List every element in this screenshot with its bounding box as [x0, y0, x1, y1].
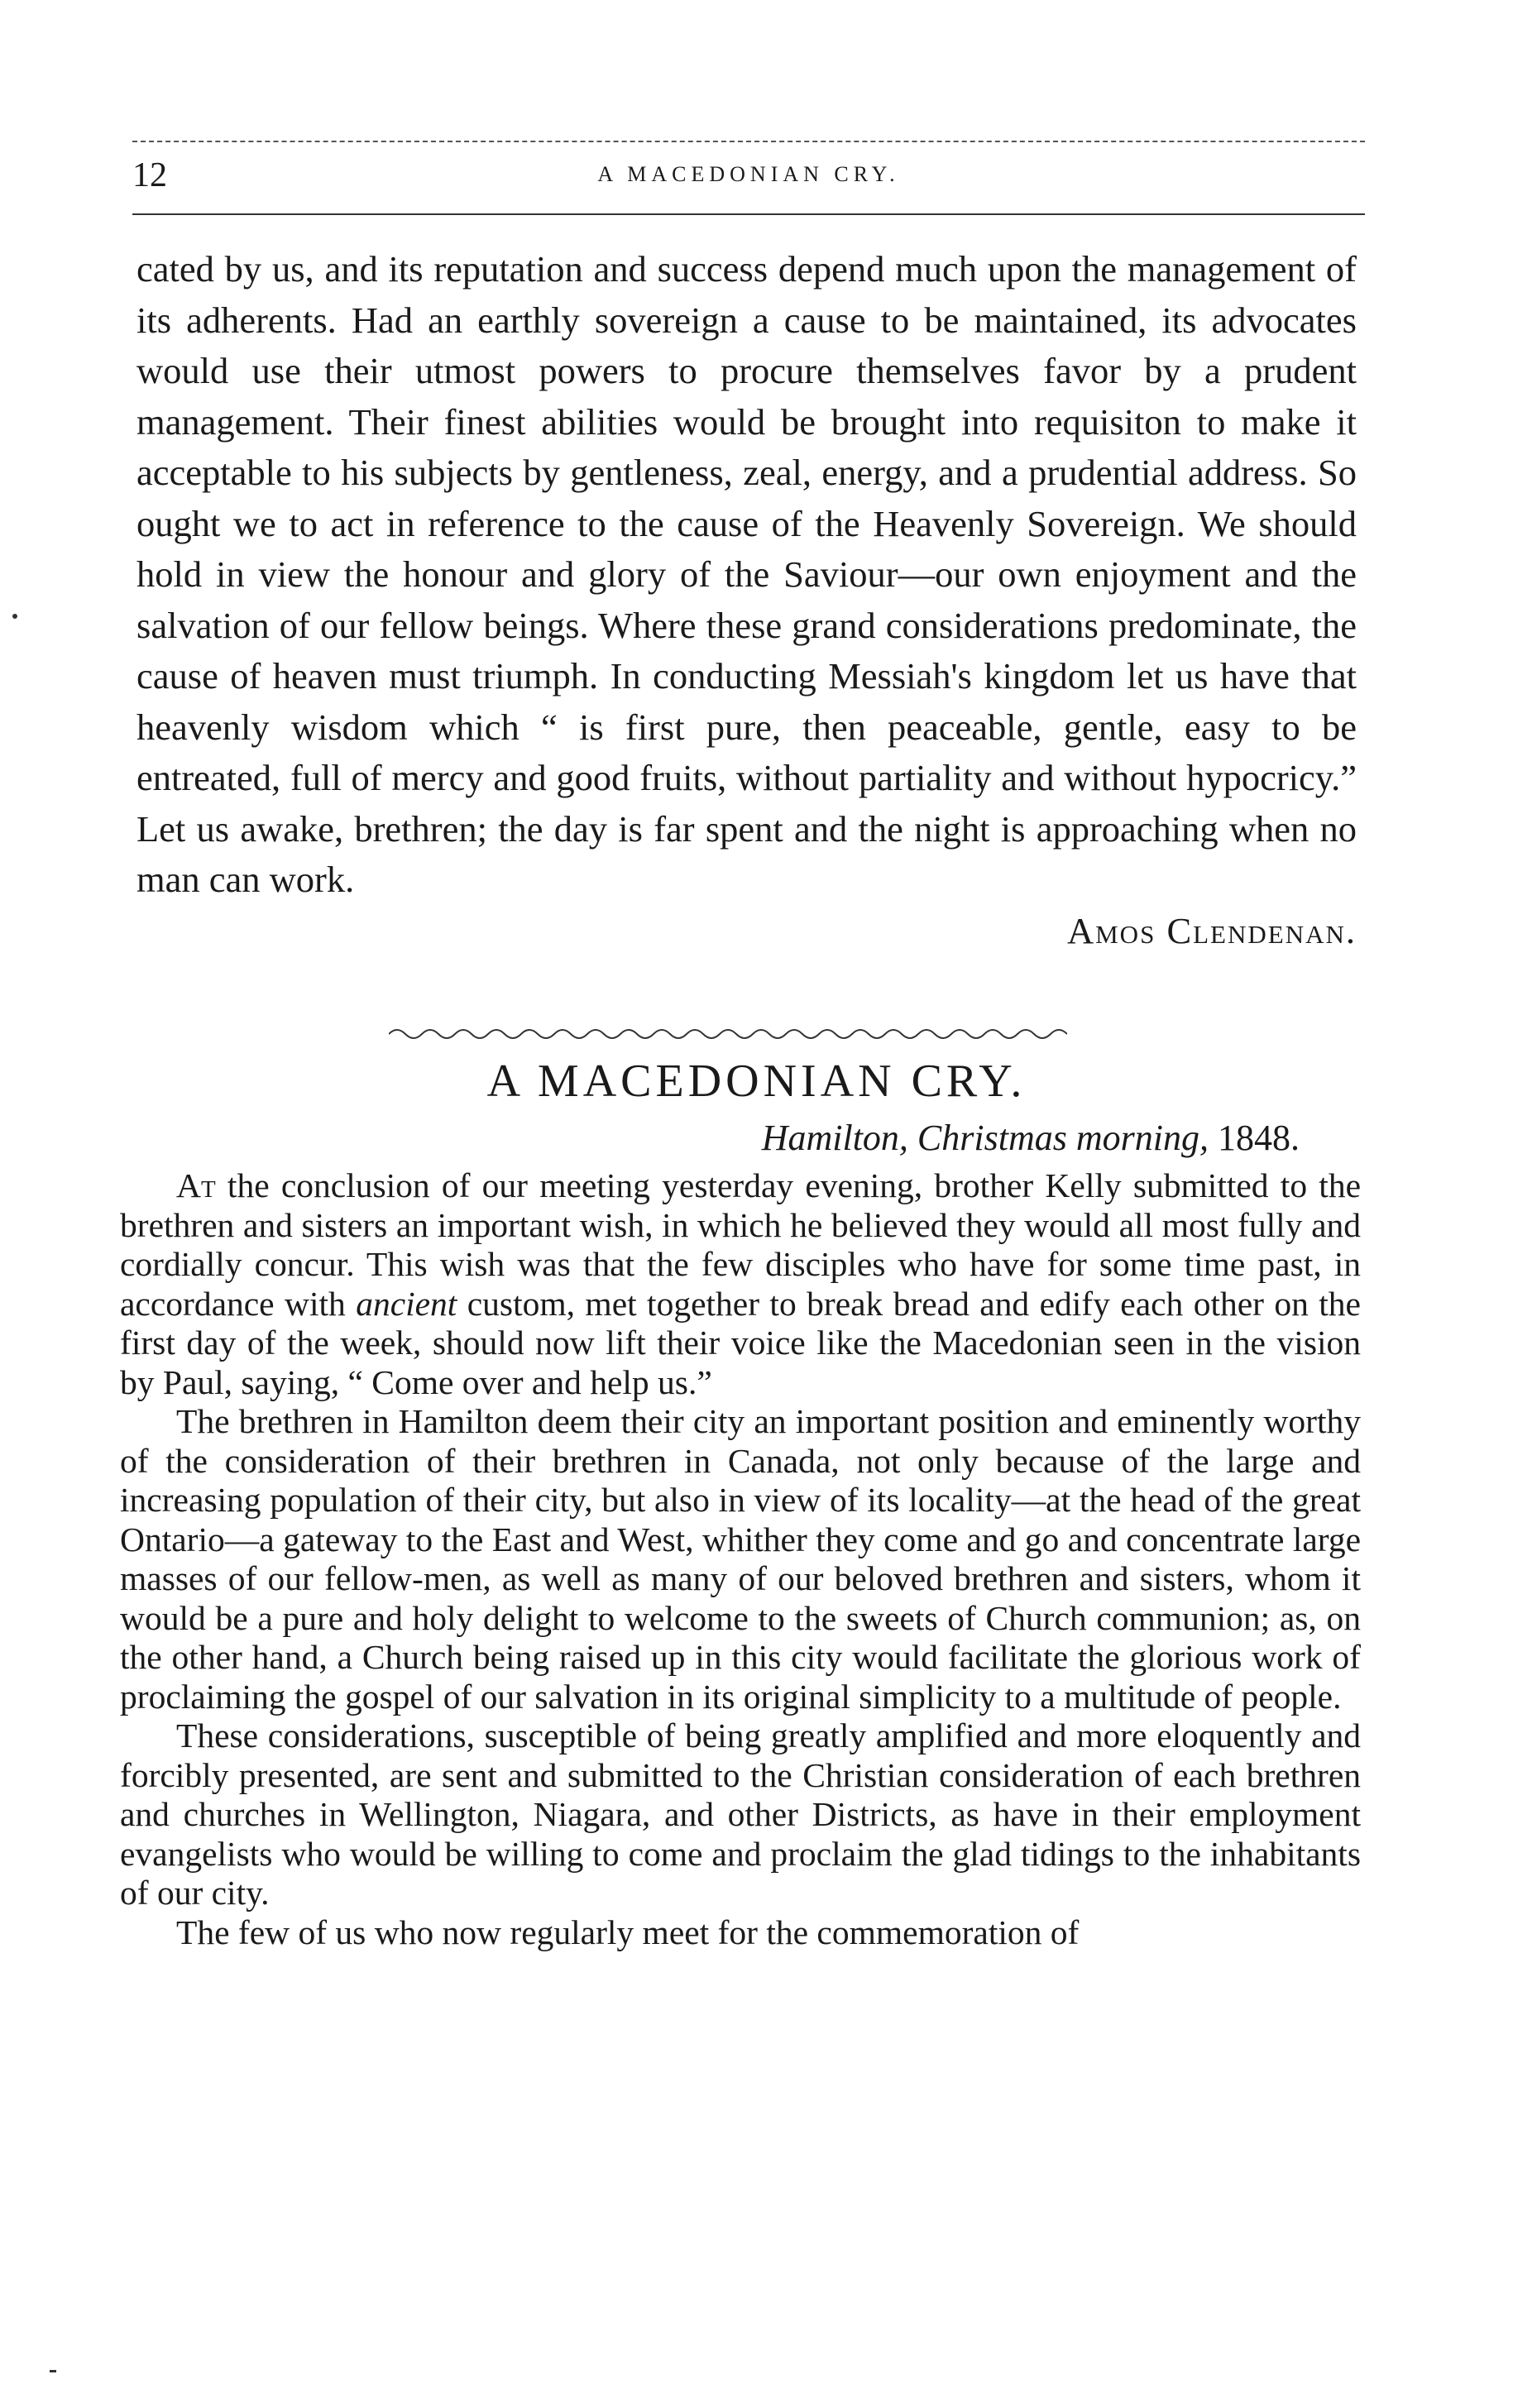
- dateline-occasion: Christmas morning,: [917, 1118, 1209, 1158]
- p1-text-b: custom, met together to break bread and edify each other on the first day of the week, should now lift their voice like the Macedonian seen in the vision by Paul, saying, “ Come over and help us.”: [120, 1284, 1361, 1401]
- stray-mark: [50, 2370, 56, 2372]
- page-number: 12: [132, 156, 167, 194]
- margin-mark: [12, 614, 17, 619]
- article-paragraph-1: [120, 1166, 1361, 1402]
- article-paragraph-4: The few of us who now regularly meet for the commemoration of: [176, 1913, 1080, 1951]
- article-paragraph-2: The brethren in Hamilton deem their city an important position and eminently worthy of the consideration of their brethren in Canada, not only because of the large and increasing population of their city, but also in view of its locality—at the head of the great Ontario—a gateway to the East and West, whither they come and go and concentrate large masses of our fellow-men, as well as many of our beloved brethren and sisters, whom it would be a pure and holy delight to welcome to the sweets of Church communion; as, on the other hand, a Church being raised up in this city would facilitate the glorious work of proclaiming the gospel of our salvation in its original simplicity to a multitude of people.: [120, 1402, 1361, 1716]
- lead-word: At: [176, 1166, 216, 1204]
- dateline-place: Hamilton,: [761, 1118, 908, 1158]
- letter-conclusion: [136, 244, 1357, 956]
- article-paragraph-3: These considerations, susceptible of being greatly amplified and more eloquently and forcibly presented, are sent and submitted to the Christian consideration of each brethren and churches in Wellington, Niagara, and other Districts, as have in their employment evangelists who would be willing to come and proclaim the glad tidings to the inhabitants of our city.: [120, 1716, 1361, 1912]
- running-title: A MACEDONIAN CRY.: [597, 162, 900, 186]
- header-rule: [132, 213, 1365, 215]
- dateline-year: 1848.: [1218, 1118, 1300, 1158]
- article-body: [120, 1166, 1361, 1952]
- p1-emphasis: ancient: [356, 1284, 457, 1323]
- top-rule: [132, 141, 1365, 142]
- dateline: [762, 1117, 1300, 1159]
- running-head: [132, 156, 1365, 205]
- letter-paragraph: cated by us, and its reputation and success depend much upon the management of its adherents. Had an earthly sovereign a cause to be maintained, its advocates would use their utmost powers to procure themselves favor by a prudent management. Their finest abilities would be brought into requisiton to make it acceptable to his subjects by gentleness, zeal, energy, and a prudential address. So ought we to act in reference to the cause of the Heavenly Sovereign. We should hold in view the honour and glory of the Saviour—our own enjoyment and the salvation of our fellow beings. Where these grand considerations predominate, the cause of heaven must triumph. In conducting Messiah's kingdom let us have that heavenly wisdom which “ is first pure, then peaceable, gentle, easy to be entreated, full of mercy and good fruits, without partiality and without hypocricy.” Let us awake, brethren; the day is far spent and the night is approaching when no man can work.: [136, 248, 1357, 900]
- wavy-divider: [389, 1026, 1067, 1042]
- article-title: A MACEDONIAN CRY.: [486, 1056, 1027, 1107]
- signature: Amos Clendenan.: [1066, 909, 1357, 951]
- p1-text-a: the conclusion of our meeting yesterday evening, brother Kelly submitted to the brethren and sisters an important wish, in which he believed they would all most fully and cordially concur. This wish was that the few disciples who have for some time past, in accordance with: [120, 1166, 1361, 1323]
